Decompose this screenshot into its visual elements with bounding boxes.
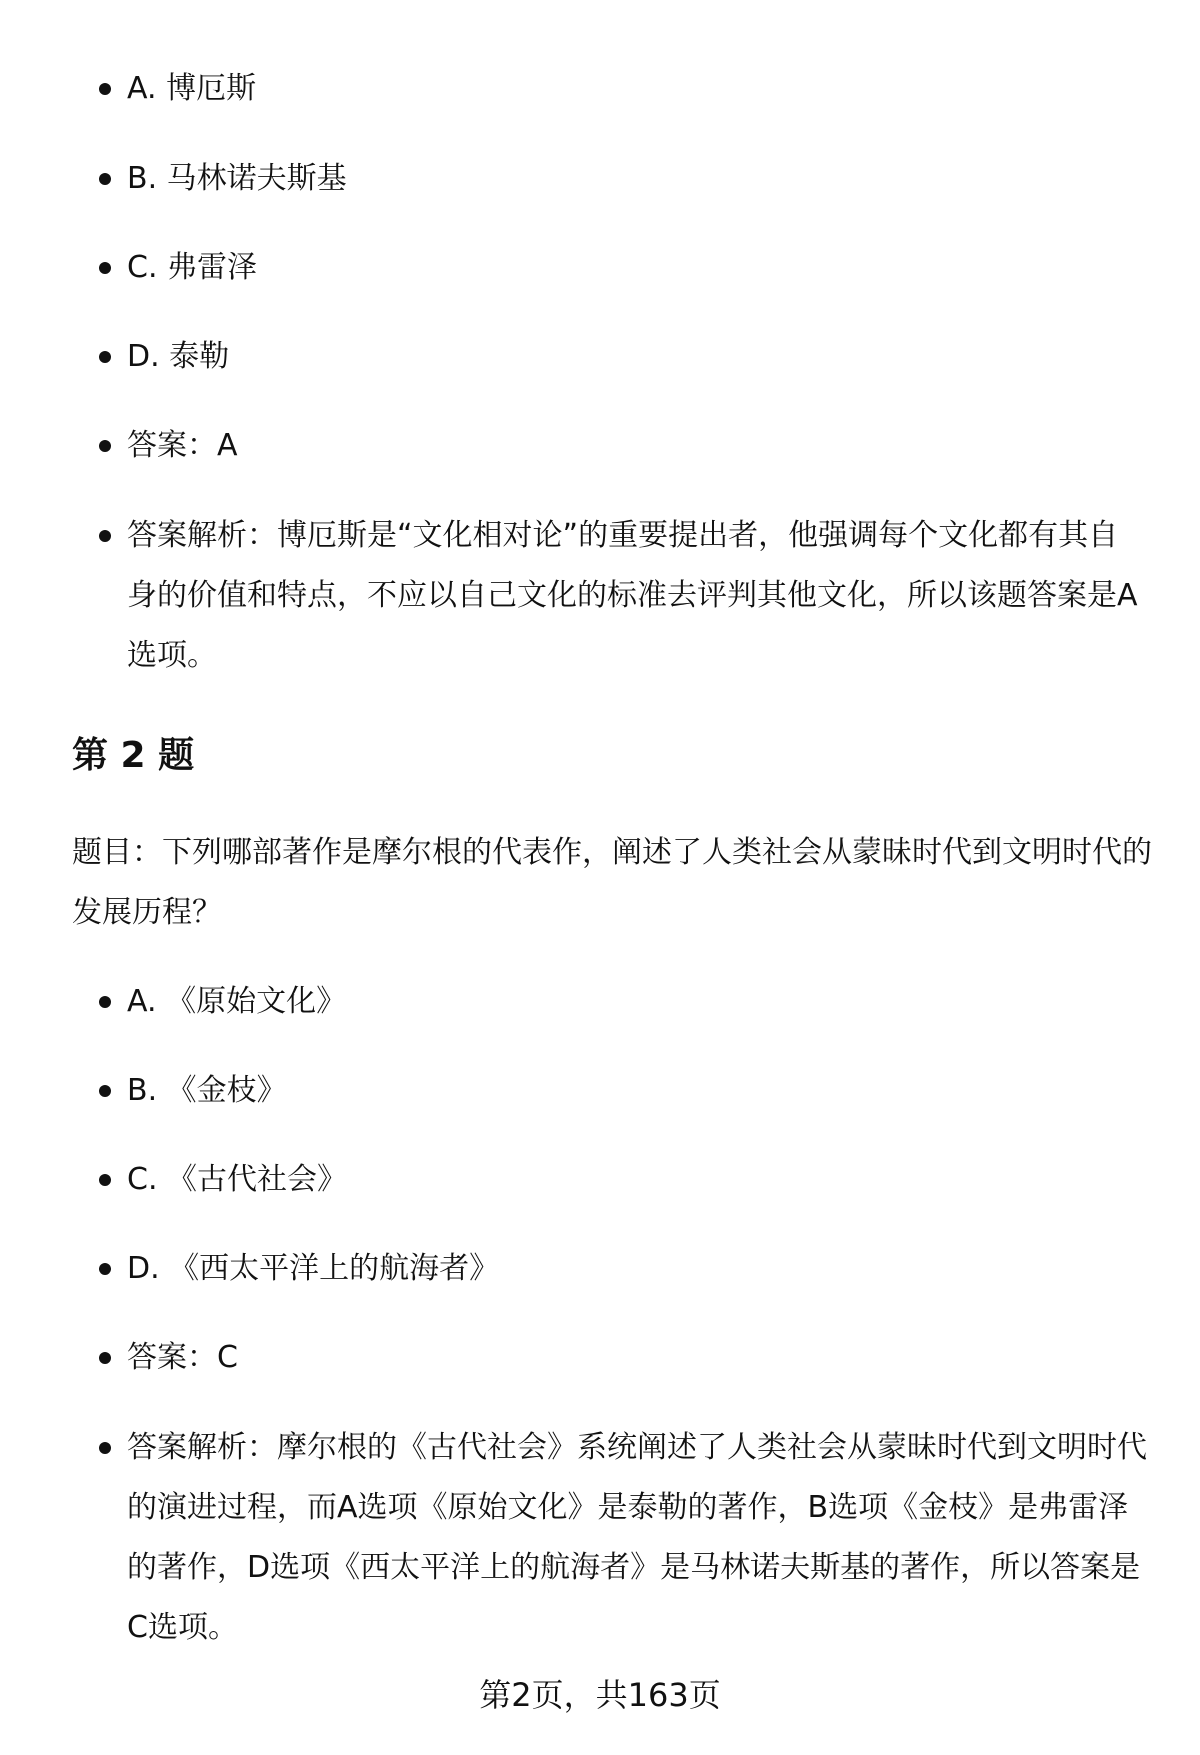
option-d (127, 1239, 1147, 1299)
answer-text: 答案：C (127, 1340, 238, 1375)
question-2-heading: 第 2 题 (72, 735, 195, 776)
option-c-text: C. 弗雷泽 (127, 250, 258, 285)
option-c (127, 238, 1147, 298)
bullet-icon (99, 351, 111, 363)
option-c (127, 1150, 1147, 1210)
bullet-icon (99, 530, 111, 542)
option-d-text: D. 泰勒 (127, 339, 230, 374)
bullet-icon (99, 262, 111, 274)
bullet-icon (99, 1174, 111, 1186)
option-a (127, 972, 1147, 1032)
option-b-text: B. 马林诺夫斯基 (127, 161, 347, 196)
bullet-icon (99, 1442, 111, 1454)
option-c-text: C. 《古代社会》 (127, 1162, 348, 1197)
explanation-text: 答案解析：摩尔根的《古代社会》系统阐述了人类社会从蒙昧时代到文明时代的演进过程，而A选项《原始文化》是泰勒的著作，B选项《金枝》是弗雷泽的著作，D选项《西太平洋上的航海者》是马林诺夫斯基的著作，所以答案是C选项。 (127, 1430, 1147, 1645)
explanation-line (127, 506, 1147, 686)
explanation-line (127, 1418, 1147, 1658)
option-b-text: B. 《金枝》 (127, 1073, 287, 1108)
option-d-text: D. 《西太平洋上的航海者》 (127, 1251, 500, 1286)
bullet-icon (99, 1263, 111, 1275)
bullet-icon (99, 173, 111, 185)
bullet-icon (99, 996, 111, 1008)
option-b (127, 1061, 1147, 1121)
option-a (127, 59, 1147, 119)
bullet-icon (99, 1085, 111, 1097)
option-a-text: A. 博厄斯 (127, 71, 257, 106)
answer-text: 答案：A (127, 428, 238, 463)
question-2-prompt: 题目：下列哪部著作是摩尔根的代表作，阐述了人类社会从蒙昧时代到文明时代的发展历程？ (72, 835, 1152, 930)
bullet-icon (99, 1352, 111, 1364)
bullet-icon (99, 440, 111, 452)
option-a-text: A. 《原始文化》 (127, 984, 347, 1019)
answer-line (127, 1328, 1147, 1388)
explanation-text: 答案解析：博厄斯是“文化相对论”的重要提出者，他强调每个文化都有其自身的价值和特点，不应以自己文化的标准去评判其他文化，所以该题答案是A选项。 (127, 518, 1138, 673)
option-b (127, 149, 1147, 209)
bullet-icon (99, 83, 111, 95)
answer-line (127, 416, 1147, 476)
option-d (127, 327, 1147, 387)
page-number: 第2页，共163页 (479, 1676, 721, 1714)
